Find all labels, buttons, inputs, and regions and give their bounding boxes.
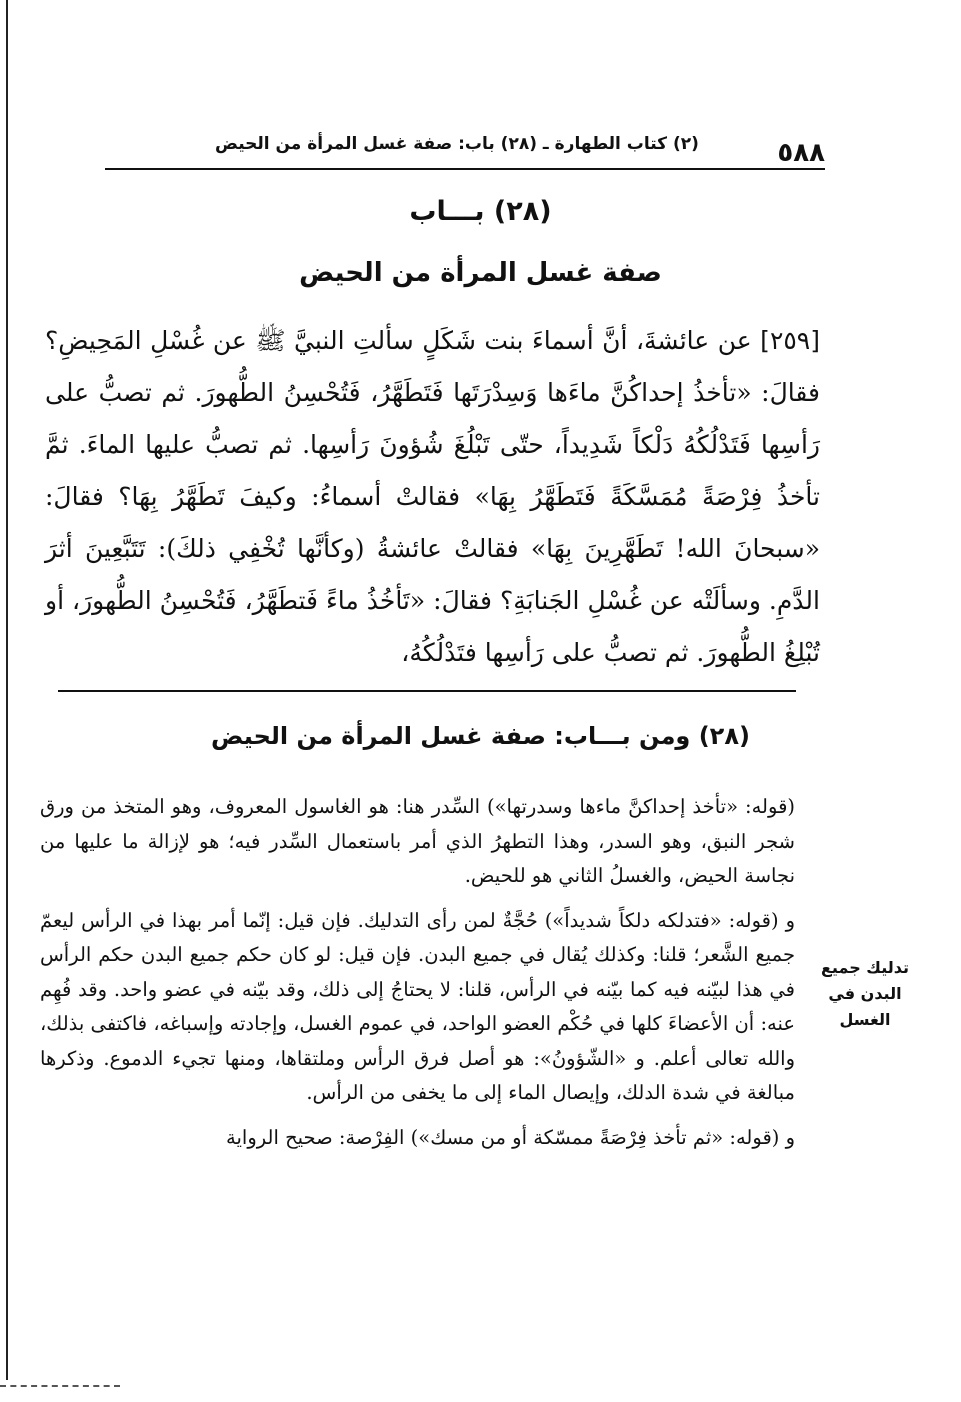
hadith-text: عن عائشةَ، أنَّ أسماءَ بنت شَكَلٍ سألتِ النبيَّ ﷺ عن غُسْلِ المَحِيضِ؟ فقالَ: «تأخذُ إحداكُنَّ ماءَها وَسِدْرَتَها فَتَطَهَّرُ، فَتُحْسِنُ الطُّهورَ. ثم تصبُّ على رَأسِها فَتَدْلُكُهُ دَلْكاً شَدِيداً، حتّى تَبْلُغَ شُؤونَ رَأسِها. ثم تصبُّ عليها الماءَ. ثمَّ تأخذُ فِرْصَةً مُمَسَّكَةً فَتَطَهَّرُ بِهَا» فقالتْ أسماءُ: وكيفَ تَطَهَّرُ بِهَا؟ فقالَ: «سبحانَ الله! تَطَهَّرِينَ بِهَا» فقالتْ عائشةُ (وكأنَّها تُخْفِي ذلكَ): تَتَبَّعِينَ أثرَ الدَّمِ. وسألَتْه عن غُسْلِ الجَنابَةِ؟ فقالَ: «تَأخُذُ ماءً فَتطَهَّرُ، فَتُحْسِنُ الطُّهورَ، أو تُبْلِغُ الطُّهورَ. ثم تصبُّ على رَأسِها فتَدْلُكُهُ،: [45, 326, 820, 667]
margin-note: تدليك جميع البدن في الغسل: [821, 958, 909, 1029]
commentary-body: [40, 790, 795, 1165]
page-number: ٥٨٨: [777, 138, 825, 168]
section-divider: [58, 690, 796, 692]
chapter-number: (٢٨) بـــاب: [409, 196, 552, 227]
commentary-heading: (٢٨) ومن بـــاب: صفة غسل المرأة من الحيض: [211, 722, 750, 750]
commentary-paragraph: (قوله: «تأخذ إحداكنَّ ماءها وسدرتها») السِّدر هنا: هو الغاسول المعروف، وهو المتخذ من ورق شجر النبق، وهو السدر، وهذا التطهرُ الذي أمر باستعمال السِّدر فيه؛ هو لإزالة ما عليها من نجاسة الحيض، والغسلُ الثاني هو للحيض.: [40, 795, 795, 887]
commentary-paragraph: و (قوله: «ثم تأخذ فِرْصَةً ممسّكة أو من مسك») الفِرْصة: صحيح الرواية: [226, 1125, 795, 1149]
commentary-paragraph: و (قوله: «فتدلكه دلكاً شديداً») حُجَّةٌ لمن رأى التدليك. فإن قيل: إنّما أمر بهذا في الرأس ليعمّ جميع الشَّعر؛ قلنا: وكذلك يُقال في جميع البدن. فإن قيل: لو كان حكم جميع البدن حكم الرأس في هذا لبيّنه فيه كما بيّنه في الرأس، قلنا: لا يحتاجُ إلى ذلك، وقد بيّنه في عضو واحد. وقد فُهِم عنه: أن الأعضاءَ كلها في حُكْم العضو الواحد، في عموم الغسل، وإجادته وإسباغه، فاكتفى بذلك، والله تعالى أعلم. و «الشّؤونُ»: هو أصل فرق الرأس وملتقاها، ومنها تجيء الدموع. وذكرها مبالغة في شدة الدلك، وإيصال الماء إلى ما يخفى من الرأس.: [40, 908, 795, 1104]
running-header: [105, 128, 825, 170]
hadith-number: [٢٥٩]: [760, 326, 820, 355]
chapter-title: صفة غسل المرأة من الحيض: [299, 258, 662, 288]
running-title: (٢) كتاب الطهارة ـ (٢٨) باب: صفة غسل المرأة من الحيض: [215, 134, 699, 154]
page-bottom-edge: [0, 1385, 120, 1387]
hadith-text-block: [45, 315, 820, 679]
